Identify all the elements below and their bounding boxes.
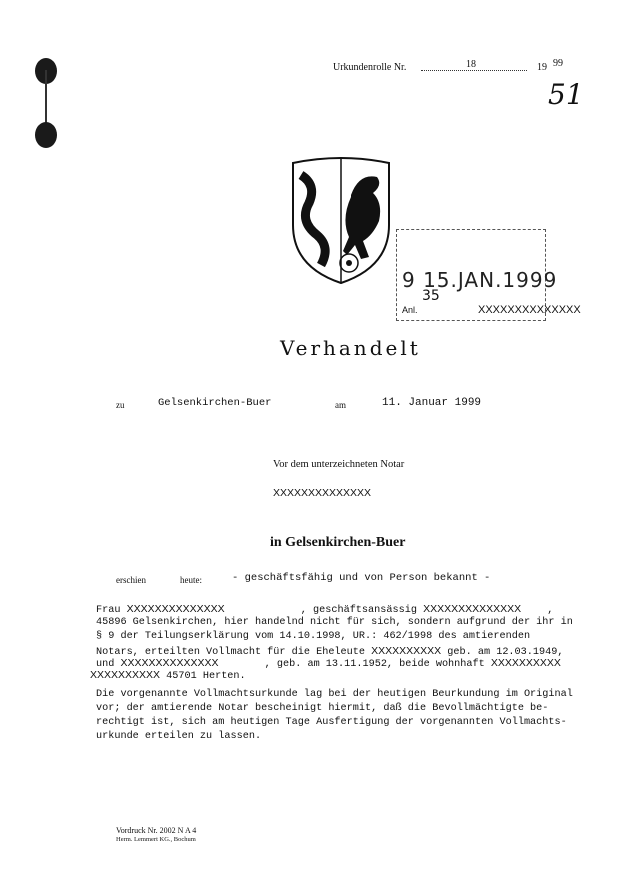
roll-year-suffix: 99: [553, 58, 563, 69]
heute-label: heute:: [180, 575, 202, 585]
zu-label: zu: [116, 400, 125, 410]
roll-label: Urkundenrolle Nr.: [333, 62, 407, 73]
deed-date: 11. Januar 1999: [382, 397, 482, 409]
binding-hole-bottom: [35, 122, 57, 148]
stamp-time: 35: [422, 288, 440, 304]
stamp-redacted-name: XXXXXXXXXXXXXX: [478, 304, 581, 316]
redacted-name: XXXXXXXXXX: [371, 645, 442, 657]
roll-dotted-line: [421, 70, 527, 71]
redacted-name: XXXXXXXXXXXXXX: [126, 603, 225, 615]
roll-year-prefix: 19: [537, 62, 547, 73]
document-title: Verhandelt: [280, 336, 421, 360]
redacted-address: XXXXXXXXXXXXXX: [423, 603, 522, 615]
roll-number-row: [333, 58, 563, 73]
redacted-address: XXXXXXXXXX: [90, 669, 161, 681]
am-label: am: [335, 400, 346, 410]
erschien-label: erschien: [116, 575, 146, 585]
para2-line-3: rechtigt ist, sich am heutigen Tage Ausfertigung der vorgenannten Vollmachts-: [96, 717, 567, 728]
redacted-name: XXXXXXXXXXXXXX: [120, 657, 219, 669]
handwritten-note: 51: [548, 78, 584, 111]
stamp-date: 9 15.JAN.1999: [402, 268, 558, 292]
body-line-1: Frau XXXXXXXXXXXXXX , geschäftsansässig XXXXXXXXXXXXXX ,: [96, 603, 554, 616]
para2-line-1: Die vorgenannte Vollmachtsurkunde lag bei der heutigen Beurkundung im Original: [96, 689, 573, 700]
coat-of-arms-icon: [287, 155, 395, 287]
body-line-4: Notars, erteilten Vollmacht für die Eheleute XXXXXXXXXX geb. am 12.03.1949,: [96, 645, 564, 658]
form-number: Vordruck Nr. 2002 N A 4: [116, 826, 197, 835]
publisher: Herm. Lemmert KG., Bochum: [116, 836, 196, 843]
notary-label: Vor dem unterzeichneten Notar: [273, 459, 405, 470]
body-line-6: XXXXXXXXXX 45701 Herten.: [90, 669, 246, 682]
stamp-anl-label: Anl.: [402, 305, 418, 315]
para2-line-2: vor; der amtierende Notar bescheinigt hiermit, daß die Bevollmächtigte be-: [96, 703, 549, 714]
notary-seat: in Gelsenkirchen-Buer: [270, 535, 406, 550]
body-line-2: 45896 Gelsenkirchen, hier handelnd nicht für sich, sondern aufgrund der ihr in: [96, 617, 573, 628]
redacted-address: XXXXXXXXXX: [490, 657, 561, 669]
para2-line-4: urkunde erteilen zu lassen.: [96, 731, 262, 742]
binding-string: [45, 70, 47, 130]
notary-name: XXXXXXXXXXXXXX: [273, 487, 372, 499]
capacity-statement: - geschäftsfähig und von Person bekannt -: [232, 572, 491, 584]
body-line-3: § 9 der Teilungserklärung vom 14.10.1998, UR.: 462/1998 des amtierenden: [96, 631, 531, 642]
roll-number: 18: [466, 59, 476, 70]
body-line-5: und XXXXXXXXXXXXXX , geb. am 13.11.1952, beide wohnhaft XXXXXXXXXX: [96, 657, 561, 670]
city: Gelsenkirchen-Buer: [158, 397, 272, 409]
